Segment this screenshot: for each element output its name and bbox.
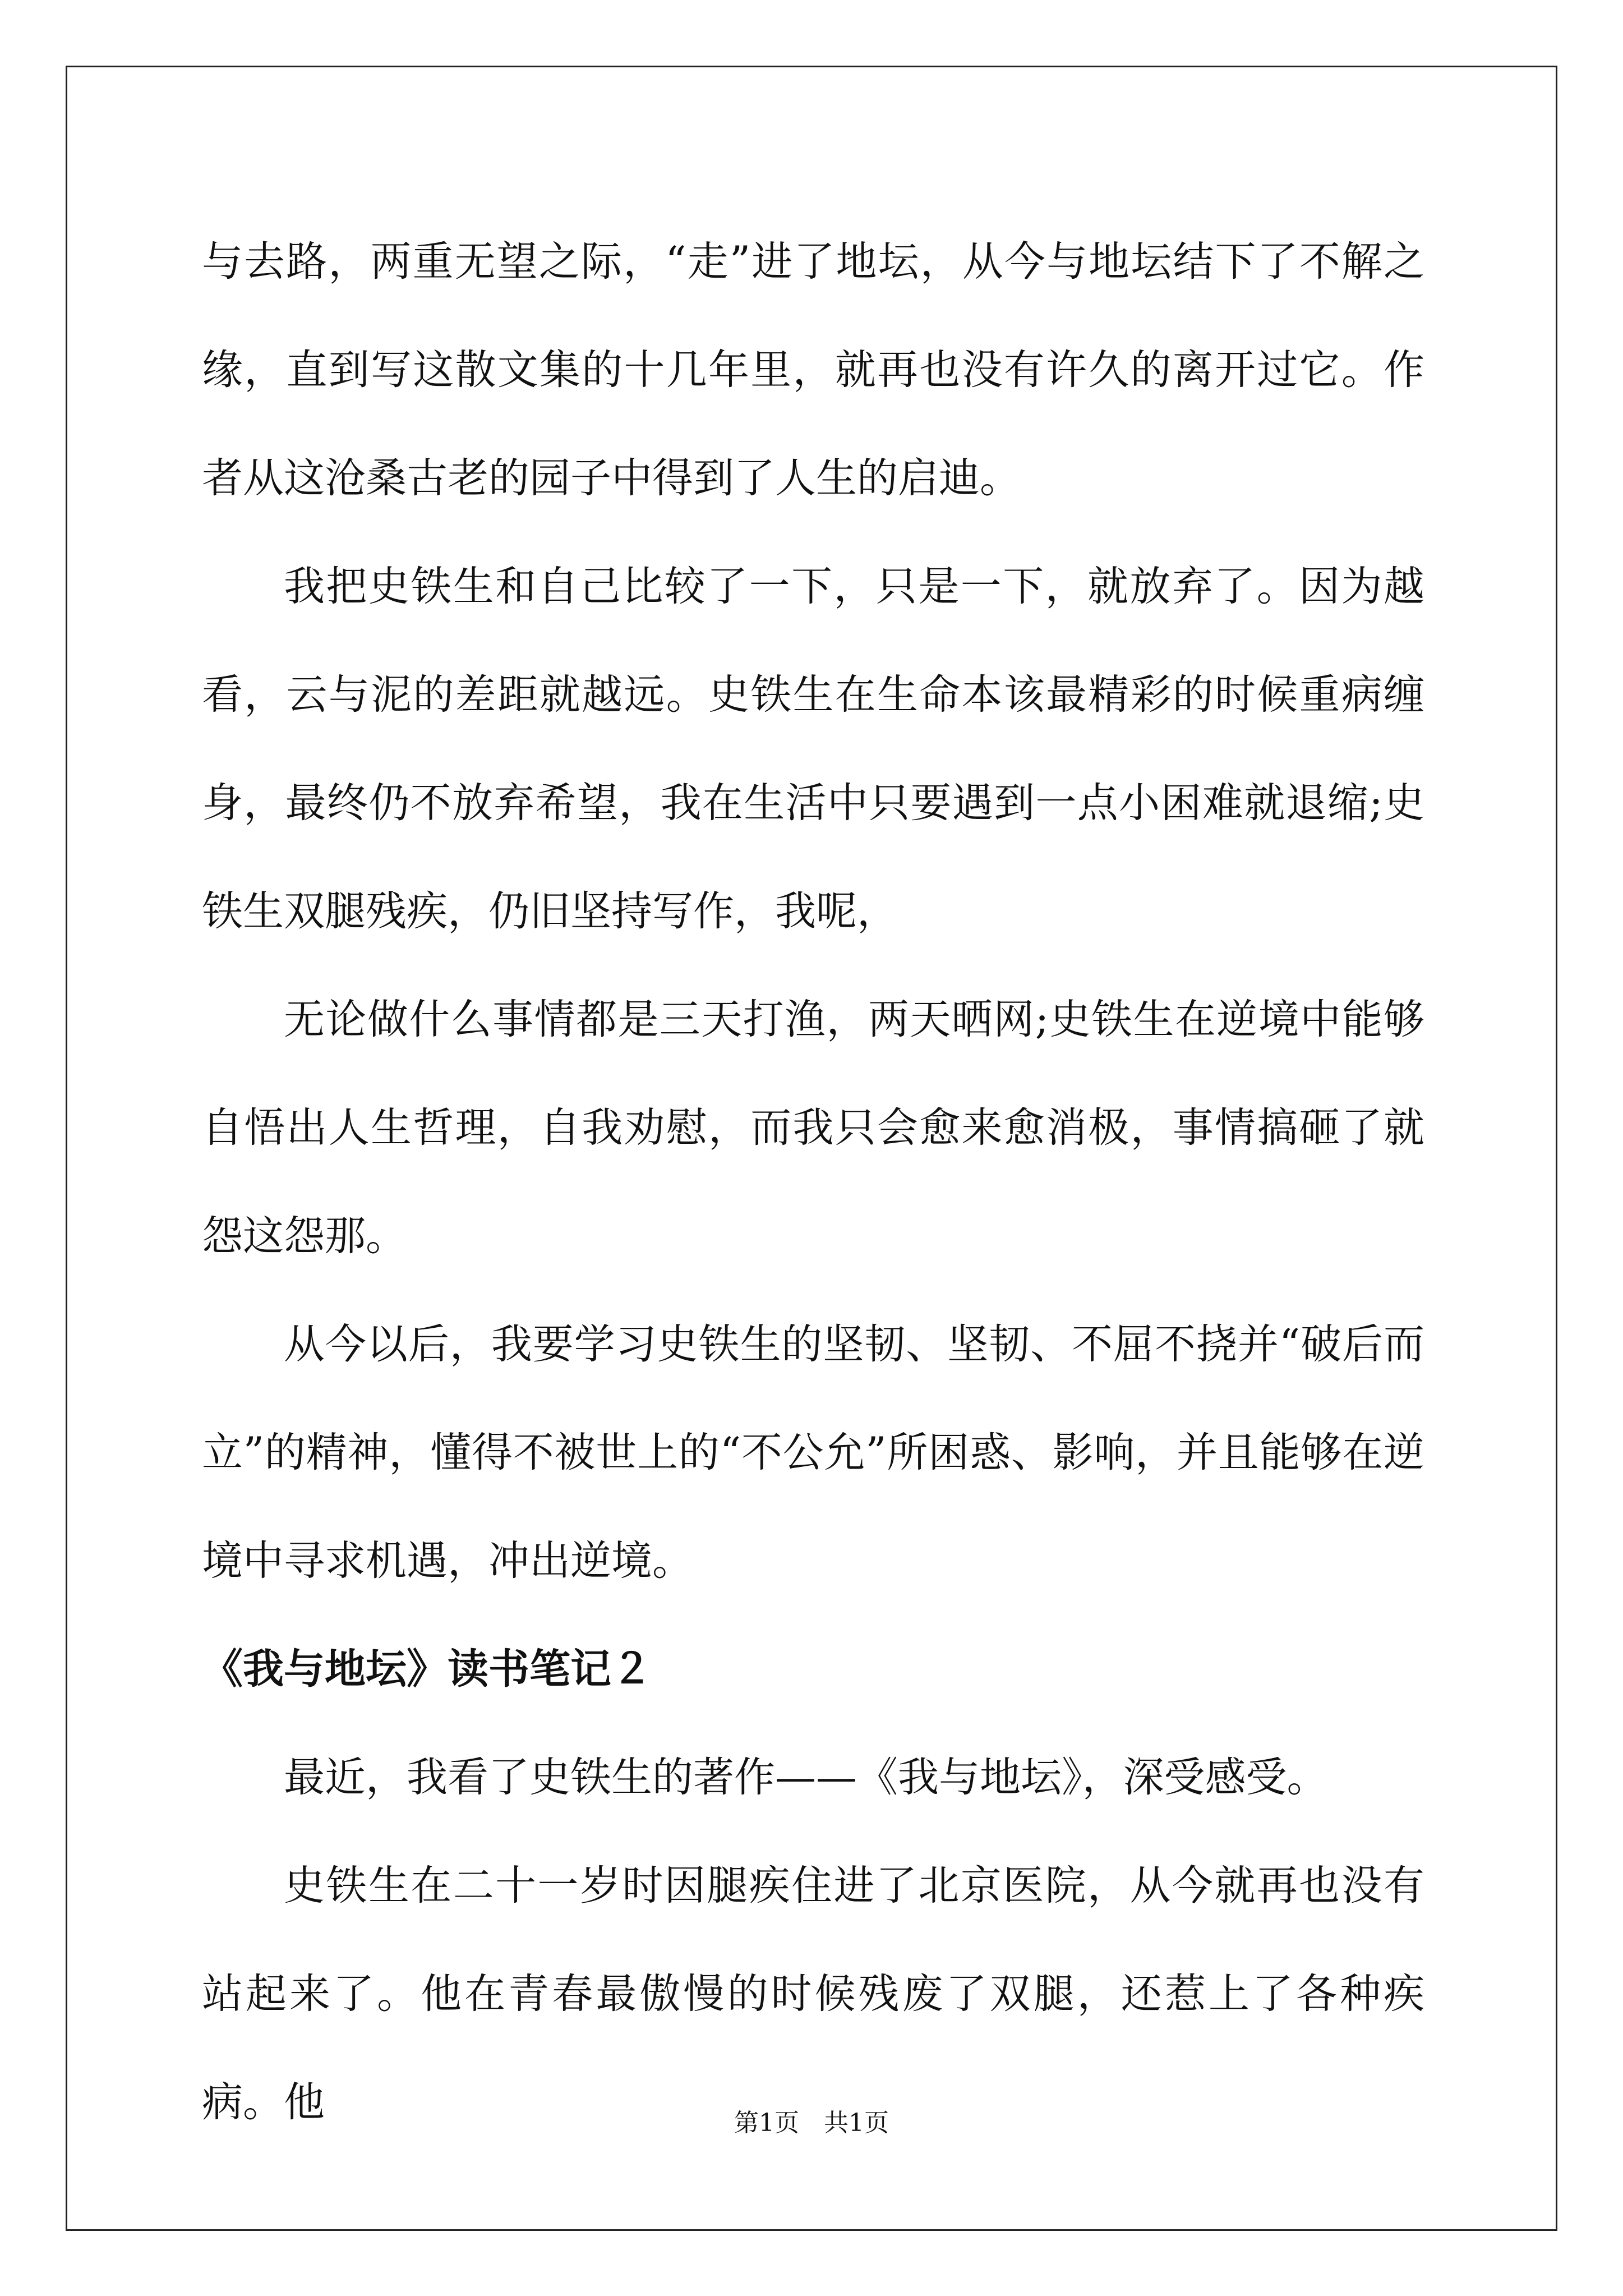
paragraph-3: 无论做什么事情都是三天打渔，两天晒网;史铁生在逆境中能够自悟出人生哲理，自我劝慰，而我只会愈来愈消极，事情搞砸了就怨这怨那。 [202,996,1424,1260]
paragraph-6: 史铁生在二十一岁时因腿疾住进了北京医院，从今就再也没有站起来了。他在青春最傲慢的时候残废了双腿，还惹上了各种疾病。他 [202,1862,1424,2126]
section-title: 《我与地坛》读书笔记２ [202,1645,652,1693]
paragraph-1: 与去路，两重无望之际，“走”进了地坛，从今与地坛结下了不解之缘，直到写这散文集的十几年里，就再也没有许久的离开过它。作者从这沧桑古老的园子中得到了人生的启迪。 [202,238,1424,502]
page-footer: 第1页 共1页 [734,2109,889,2137]
document-body [202,208,1424,2156]
paragraph-2: 我把史铁生和自己比较了一下，只是一下，就放弃了。因为越看，云与泥的差距就越远。史铁生在生命本该最精彩的时候重病缠身，最终仍不放弃希望，我在生活中只要遇到一点小困难就退缩;史铁生双腿残疾，仍旧坚持写作，我呢， [202,563,1424,935]
paragraph-5: 最近，我看了史铁生的著作——《我与地坛》，深受感受。 [284,1754,1328,1801]
paragraph-4: 从今以后，我要学习史铁生的坚韧、坚韧、不屈不挠并“破后而立”的精神，懂得不被世上的“不公允”所困惑、影响，并且能够在逆境中寻求机遇，冲出逆境。 [202,1320,1424,1585]
